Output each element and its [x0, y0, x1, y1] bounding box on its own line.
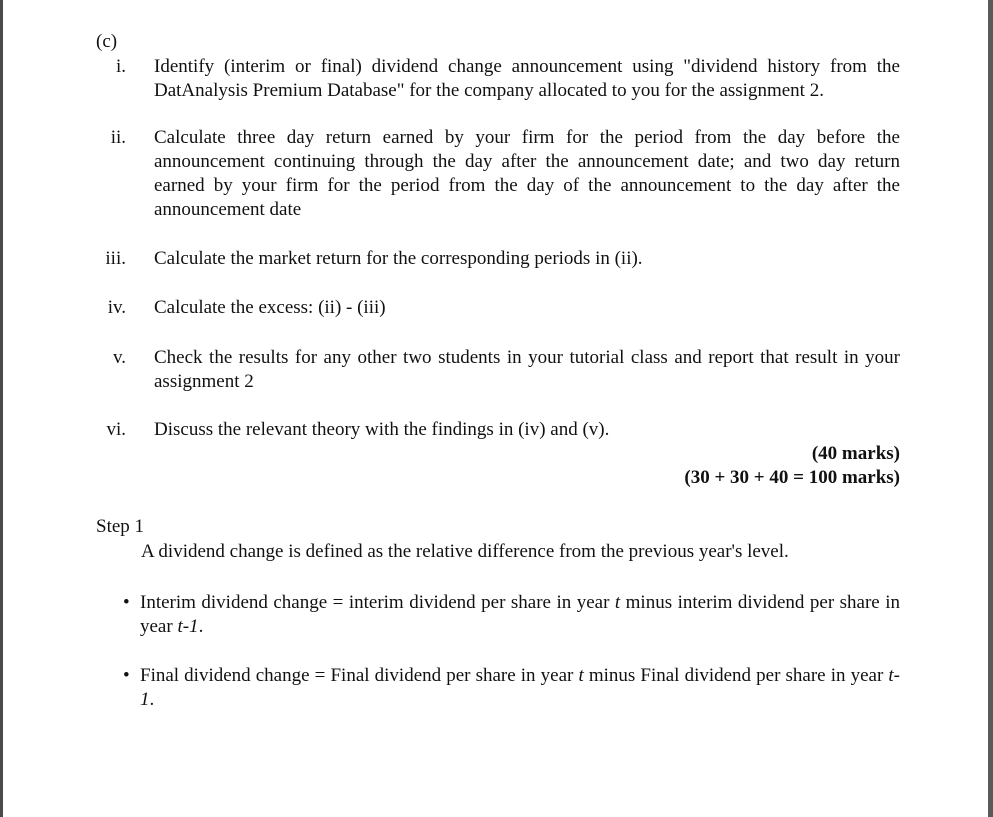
step-title: Step 1: [96, 516, 145, 537]
question-number: v.: [112, 347, 126, 368]
question-text: Check the results for any other two students in your tutorial class and report that result in your assignment 2: [154, 347, 900, 392]
part-label: (c): [96, 31, 118, 52]
question-number: vi.: [106, 419, 126, 440]
question-text: Discuss the relevant theory with the findings in (iv) and (v).: [154, 419, 610, 440]
bullet-icon: •: [123, 665, 130, 686]
step-definition: A dividend change is defined as the relative difference from the previous year's level.: [141, 541, 789, 562]
question-number: i.: [115, 56, 126, 77]
document-page: [3, 0, 988, 817]
question-text: Calculate three day return earned by your firm for the period from the day before the announcement continuing through the day after the announcement date; and two day return earned by your firm for the period from the day of the announcement to the day after the announcement date: [154, 127, 900, 220]
question-number: ii.: [110, 127, 126, 148]
part-marks: (40 marks): [811, 443, 900, 464]
list-item-text: Final dividend change = Final dividend per share in year t minus Final dividend per share in year t-1.: [140, 665, 900, 710]
total-marks: (30 + 30 + 40 = 100 marks): [684, 467, 900, 488]
list-item-text: Interim dividend change = interim dividend per share in year t minus interim dividend per share in year t-1.: [140, 592, 900, 637]
bullet-icon: •: [123, 592, 130, 613]
question-text: Calculate the excess: (ii) - (iii): [154, 297, 386, 318]
question-number: iii.: [105, 248, 126, 269]
page-right-edge: [988, 0, 993, 817]
question-text: Calculate the market return for the corresponding periods in (ii).: [154, 248, 643, 269]
question-text: Identify (interim or final) dividend change announcement using "dividend history from the DatAnalysis Premium Database" for the company allocated to you for the assignment 2.: [154, 56, 900, 101]
question-number: iv.: [107, 297, 126, 318]
